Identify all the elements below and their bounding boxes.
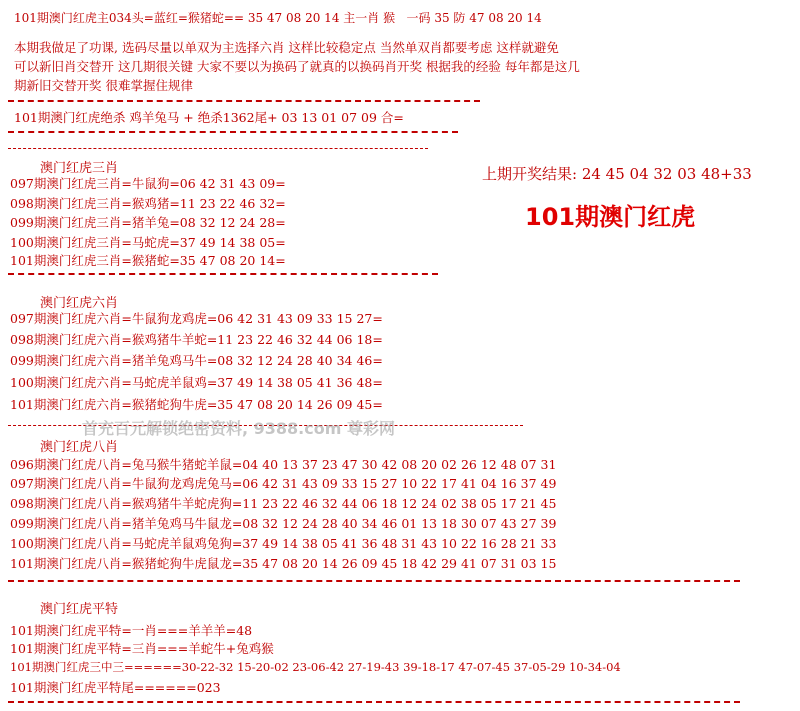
list-item: 099期澳门红虎六肖=猪羊兔鸡马牛=08 32 12 24 28 40 34 46=: [10, 353, 383, 368]
kill-line: 101期澳门红虎绝杀 鸡羊兔马 + 绝杀1362尾+ 03 13 01 07 09 合=: [14, 110, 404, 125]
list-item: 100期澳门红虎三肖=马蛇虎=37 49 14 38 05=: [10, 235, 286, 250]
list-item: 101期澳门红虎平特=一肖===羊羊羊=48: [10, 623, 253, 638]
separator: [8, 580, 740, 582]
banner-title: 101期澳门红虎: [525, 203, 696, 231]
list-item: 101期澳门红虎六肖=猴猪蛇狗牛虎=35 47 08 20 14 26 09 45=: [10, 397, 383, 412]
list-item: 097期澳门红虎六肖=牛鼠狗龙鸡虎=06 42 31 43 09 33 15 27=: [10, 311, 383, 326]
separator: [8, 100, 480, 102]
list-item: 099期澳门红虎八肖=猪羊兔鸡马牛鼠龙=08 32 12 24 28 40 34 46 01 13 18 30 07 43 27 39: [10, 516, 557, 531]
list-item: 096期澳门红虎八肖=兔马猴牛猪蛇羊鼠=04 40 13 37 23 47 30 42 08 20 02 26 12 48 07 31: [10, 457, 557, 472]
separator: [8, 273, 438, 275]
note-line-1: 本期我做足了功课, 选码尽量以单双为主选择六肖 这样比较稳定点 当然单双肖都要考虑 这样就避免: [14, 40, 559, 55]
list-item: 101期澳门红虎平特尾======023: [10, 680, 221, 695]
list-item: 100期澳门红虎六肖=马蛇虎羊鼠鸡=37 49 14 38 05 41 36 48=: [10, 375, 383, 390]
watermark: 首充百元解锁绝密资料, 9388.com 尊彩网: [82, 419, 395, 438]
header-line: 101期澳门红虎主034头=蓝红=猴猪蛇== 35 47 08 20 14 主一肖 猴 一码 35 防 47 08 20 14: [14, 11, 542, 25]
list-item: 101期澳门红虎三肖=猴猪蛇=35 47 08 20 14=: [10, 253, 286, 268]
list-item: 097期澳门红虎三肖=牛鼠狗=06 42 31 43 09=: [10, 176, 286, 191]
list-item: 099期澳门红虎三肖=猪羊兔=08 32 12 24 28=: [10, 215, 286, 230]
note-line-2: 可以新旧肖交替开 这几期很关键 大家不要以为换码了就真的以换码肖开奖 根据我的经验 每年都是这几: [14, 59, 580, 74]
separator: [8, 701, 740, 703]
section-title-eight: 澳门红虎八肖: [40, 440, 119, 455]
list-item: 098期澳门红虎三肖=猴鸡猪=11 23 22 46 32=: [10, 196, 286, 211]
list-item: 098期澳门红虎六肖=猴鸡猪牛羊蛇=11 23 22 46 32 44 06 18=: [10, 332, 383, 347]
list-item: 097期澳门红虎八肖=牛鼠狗龙鸡虎兔马=06 42 31 43 09 33 15 27 10 22 17 41 04 16 37 49: [10, 476, 557, 491]
separator: [8, 131, 458, 133]
section-title-six: 澳门红虎六肖: [40, 296, 119, 311]
list-item: 101期澳门红虎三中三======30-22-32 15-20-02 23-06-42 27-19-43 39-18-17 47-07-45 37-05-29 10-34-04: [10, 660, 621, 674]
list-item: 100期澳门红虎八肖=马蛇虎羊鼠鸡兔狗=37 49 14 38 05 41 36 48 31 43 10 22 16 28 21 33: [10, 536, 557, 551]
last-result: 上期开奖结果: 24 45 04 32 03 48+33: [482, 165, 752, 183]
separator: [8, 148, 428, 149]
list-item: 101期澳门红虎平特=三肖===羊蛇牛+兔鸡猴: [10, 641, 274, 656]
list-item: 101期澳门红虎八肖=猴猪蛇狗牛虎鼠龙=35 47 08 20 14 26 09 45 18 42 29 41 07 31 03 15: [10, 556, 557, 571]
note-line-3: 期新旧交替开奖 很难掌握住规律: [14, 78, 193, 93]
section-title-special: 澳门红虎平特: [40, 602, 119, 617]
list-item: 098期澳门红虎八肖=猴鸡猪牛羊蛇虎狗=11 23 22 46 32 44 06 18 12 24 02 38 05 17 21 45: [10, 496, 557, 511]
section-title-three: 澳门红虎三肖: [40, 161, 119, 176]
